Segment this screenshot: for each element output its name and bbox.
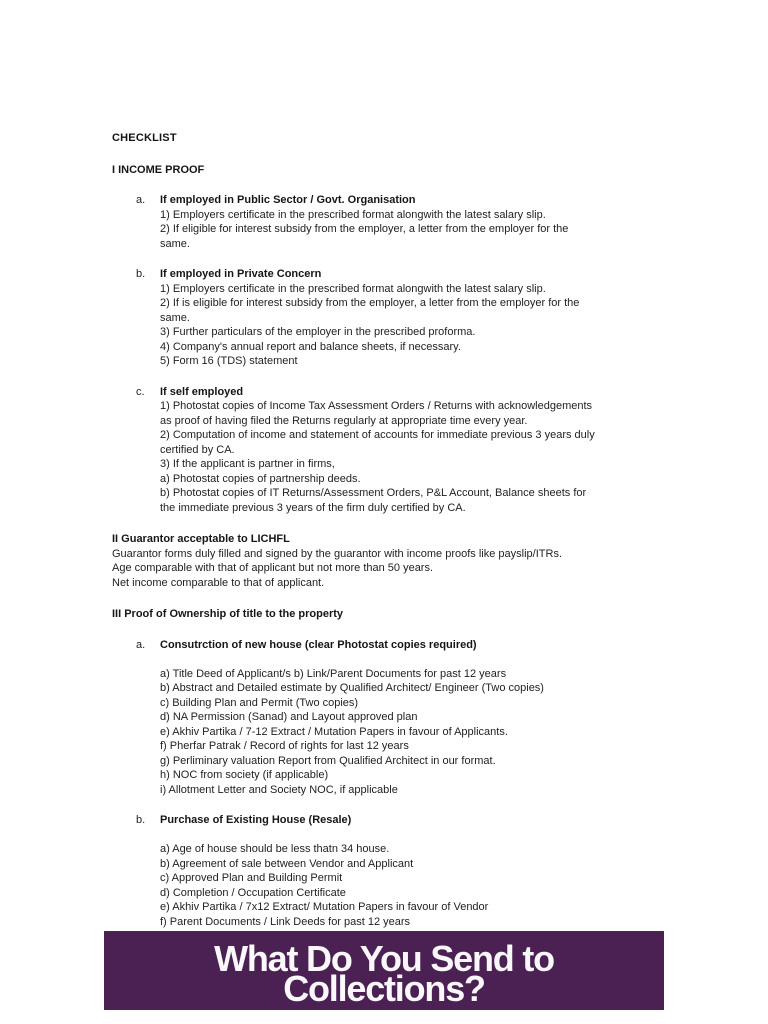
item-text-line: a) Photostat copies of partnership deeds. xyxy=(160,472,361,485)
item-heading: If employed in Public Sector / Govt. Organisation xyxy=(160,194,416,206)
item-heading: Purchase of Existing House (Resale) xyxy=(160,814,352,826)
checklist-item xyxy=(112,813,643,929)
item-text-line: d) Completion / Occupation Certificate xyxy=(160,886,346,899)
item-text-line: h) NOC from society (if applicable) xyxy=(160,769,329,781)
item-text-line: 1) Employers certificate in the prescribed format alongwith the latest salary slip. xyxy=(160,282,546,295)
item-text-line: same. xyxy=(160,311,190,324)
item-text-line: d) NA Permission (Sanad) and Layout approved plan xyxy=(160,711,418,723)
checklist-item xyxy=(112,385,643,516)
checklist-item xyxy=(112,638,643,798)
item-text-line: i) Allotment Letter and Society NOC, if applicable xyxy=(160,783,398,796)
item-gap xyxy=(160,828,643,843)
item-text-line: g) Perliminary valuation Report from Qualified Architect in our format. xyxy=(160,754,496,767)
section-text-line: Age comparable with that of applicant but not more than 50 years. xyxy=(112,562,434,574)
item-text-line: as proof of having filed the Returns regularly at appropriate time every year. xyxy=(160,414,528,427)
item-heading: If employed in Private Concern xyxy=(160,268,322,280)
item-text-line: b) Photostat copies of IT Returns/Assessment Orders, P&L Account, Balance sheets for xyxy=(160,487,587,499)
page-title: CHECKLIST xyxy=(112,132,177,144)
item-marker: b. xyxy=(136,814,146,826)
checklist-item xyxy=(112,193,643,251)
item-marker: c. xyxy=(136,385,145,398)
section-text-line: Guarantor forms duly filled and signed by the guarantor with income proofs like payslip/ITRs. xyxy=(112,547,562,560)
item-text-line: e) Akhiv Partika / 7x12 Extract/ Mutation Papers in favour of Vendor xyxy=(160,901,489,913)
section-1 xyxy=(112,163,643,516)
section-3 xyxy=(112,607,643,929)
item-gap xyxy=(160,652,643,667)
section-2 xyxy=(112,532,643,590)
section-heading: III Proof of Ownership of title to the property xyxy=(112,608,343,620)
document-page xyxy=(112,131,643,929)
item-heading: Consutrction of new house (clear Photostat copies required) xyxy=(160,638,477,651)
item-text-line: e) Akhiv Partika / 7-12 Extract / Mutation Papers in favour of Applicants. xyxy=(160,725,508,738)
item-marker: a. xyxy=(136,638,146,651)
item-text-line: a) Age of house should be less thatn 34 house. xyxy=(160,843,390,855)
banner-line-2: Collections? xyxy=(283,968,485,1009)
item-text-line: 2) Computation of income and statement of accounts for immediate previous 3 years duly xyxy=(160,429,595,441)
item-text-line: 3) Further particulars of the employer in the prescribed proforma. xyxy=(160,326,476,338)
item-text-line: c) Building Plan and Permit (Two copies) xyxy=(160,696,359,709)
item-text-line: the immediate previous 3 years of the firm duly certified by CA. xyxy=(160,501,466,514)
item-text-line: 2) If is eligible for interest subsidy from the employer, a letter from the employer for the xyxy=(160,297,580,309)
item-text-line: 5) Form 16 (TDS) statement xyxy=(160,355,298,367)
item-text-line: same. xyxy=(160,237,190,250)
item-text-line: f) Pherfar Patrak / Record of rights for last 12 years xyxy=(160,740,409,752)
item-text-line: b) Agreement of sale between Vendor and Applicant xyxy=(160,857,414,870)
item-text-line: 2) If eligible for interest subsidy from the employer, a letter from the employer for the xyxy=(160,223,569,235)
item-text-line: 4) Company's annual report and balance sheets, if necessary. xyxy=(160,340,461,353)
section-heading: I INCOME PROOF xyxy=(112,163,205,176)
item-heading: If self employed xyxy=(160,385,244,398)
banner-line-1: What Do You Send to xyxy=(214,938,554,979)
item-marker: b. xyxy=(136,268,146,280)
item-marker: a. xyxy=(136,194,146,206)
section-text-line: Net income comparable to that of applicant. xyxy=(112,576,325,589)
item-text-line: c) Approved Plan and Building Permit xyxy=(160,872,343,884)
document-body xyxy=(112,163,643,930)
section-heading: II Guarantor acceptable to LICHFL xyxy=(112,533,290,545)
checklist-item xyxy=(112,267,643,369)
item-text-line: 1) Employers certificate in the prescribed format alongwith the latest salary slip. xyxy=(160,208,546,221)
item-text-line: a) Title Deed of Applicant/s b) Link/Parent Documents for past 12 years xyxy=(160,667,507,680)
item-text-line: f) Parent Documents / Link Deeds for past 12 years xyxy=(160,915,411,928)
item-text-line: certified by CA. xyxy=(160,443,235,456)
item-text-line: b) Abstract and Detailed estimate by Qualified Architect/ Engineer (Two copies) xyxy=(160,682,544,694)
collections-banner xyxy=(104,931,664,1010)
item-text-line: 3) If the applicant is partner in firms, xyxy=(160,458,335,470)
item-text-line: 1) Photostat copies of Income Tax Assessment Orders / Returns with acknowledgements xyxy=(160,400,593,412)
